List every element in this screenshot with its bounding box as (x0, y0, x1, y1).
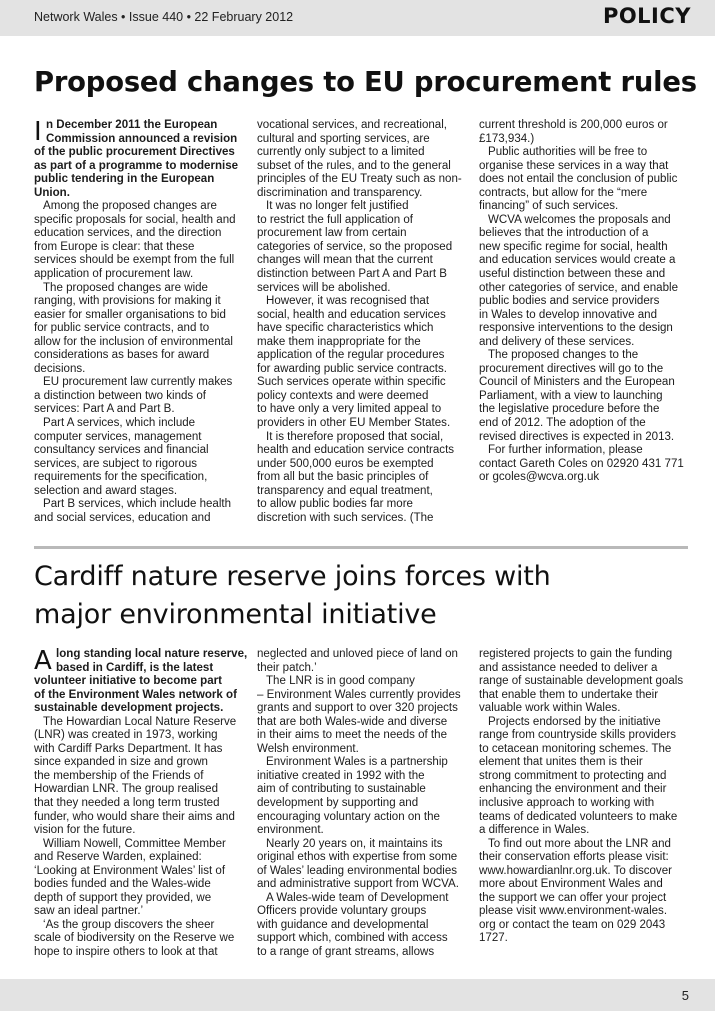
text-line: hope to inspire others to look at that (34, 946, 218, 959)
text-line: original ethos with expertise from some (257, 851, 458, 864)
page-number: 5 (681, 988, 689, 1003)
text-line: consultancy services and financial (34, 444, 209, 457)
text-line: contact Gareth Coles on 02920 431 771 (479, 457, 684, 470)
text-line: long standing local nature reserve, (56, 648, 248, 660)
text-line: public tendering in the European (34, 173, 215, 186)
text-line: selection and award stages. (34, 484, 178, 497)
text-line: ranging, with provisions for making it (34, 295, 221, 308)
text-line: the legislative procedure before the (479, 403, 660, 416)
text-line: and education services would create a (479, 254, 676, 267)
article-headline: Proposed changes to EU procurement rules (34, 67, 697, 98)
text-line: that enable them to undertake their (479, 688, 659, 701)
text-line: since expanded in size and grown (34, 756, 208, 769)
text-line: To find out more about the LNR and (488, 837, 671, 850)
article-column-1 (34, 119, 246, 525)
text-line: under 500,000 euros be exempted (257, 457, 434, 470)
text-line: Nearly 20 years on, it maintains its (266, 837, 443, 850)
text-line: services should be exempt from the full (34, 254, 235, 267)
text-line: Public authorities will be free to (488, 146, 648, 159)
text-line: currently only subject to a limited (257, 146, 425, 159)
headline-line: major environmental initiative (34, 599, 437, 630)
text-line: Howardian LNR. The group realised (34, 783, 218, 796)
text-line: discretion with such services. (The (257, 511, 434, 524)
text-line: and Reserve Warden, explained: (34, 851, 202, 864)
text-line: services, are subject to rigorous (34, 457, 198, 470)
text-line: based in Cardiff, is the latest (56, 661, 214, 674)
text-line: support which, combined with access (257, 932, 448, 945)
text-line: financing” of such services. (479, 200, 619, 213)
text-line: development by supporting and (257, 797, 419, 810)
text-line: easier for smaller organisations to bid (34, 308, 226, 321)
text-line: A Wales-wide team of Development (266, 891, 449, 904)
text-line: services: Part A and Part B. (34, 403, 175, 416)
text-line: ‘As the group discovers the sheer (43, 918, 215, 931)
text-line: range from countryside skills providers (479, 729, 677, 742)
article-column-2 (257, 648, 471, 960)
text-line: Officers provide voluntary groups (257, 905, 427, 918)
text-line: element that unites them is their (479, 756, 643, 769)
article-column-2 (257, 119, 469, 525)
text-line: application of procurement law. (34, 268, 194, 281)
text-line: bodies funded and the Wales-wide (34, 878, 211, 891)
text-line: their patch.’ (257, 661, 317, 674)
text-line: subset of the rules, and to the general (257, 159, 451, 172)
text-line: discrimination and transparency. (257, 186, 423, 199)
text-line: and delivery of these services. (479, 335, 635, 348)
text-line: the support we can offer your project (479, 891, 667, 904)
text-line: vocational services, and recreational, (257, 119, 447, 131)
text-line: to have only a very limited appeal to (257, 403, 442, 416)
text-line: have specific characteristics which (257, 322, 434, 335)
text-line: Union. (34, 186, 70, 199)
text-line: decisions. (34, 362, 86, 375)
text-line: current threshold is 200,000 euros or (479, 119, 668, 131)
text-line: (LNR) was created in 1973, working (34, 729, 218, 742)
text-line: please visit www.environment-wales. (479, 905, 668, 918)
text-line: does not entail the conclusion of public (479, 173, 678, 186)
text-line: strong commitment to protecting and (479, 769, 667, 782)
text-line: sustainable development projects. (34, 702, 224, 715)
text-line: procurement directives will go to the (479, 362, 664, 375)
text-line: The proposed changes are wide (43, 281, 208, 294)
text-line: the membership of the Friends of (34, 769, 204, 782)
text-line: services will be abolished. (257, 281, 391, 294)
text-line: vision for the future. (34, 824, 136, 837)
text-line: Environment Wales is a partnership (266, 756, 448, 769)
drop-cap: I (34, 117, 42, 147)
text-line: – Environment Wales currently provides (257, 688, 461, 701)
text-line: range of sustainable development goals (479, 675, 684, 688)
text-line: valuable work within Wales. (479, 702, 621, 715)
text-line: Such services operate within specific (257, 376, 446, 389)
text-line: in Wales to develop innovative and (479, 308, 658, 321)
text-line: allow for the inclusion of environmental (34, 335, 233, 348)
text-line: and administrative support from WCVA. (257, 878, 459, 891)
text-line: requirements for the specification, (34, 471, 208, 484)
text-line: specific proposals for social, health and (34, 213, 236, 226)
text-line: that they needed a long term trusted (34, 797, 220, 810)
text-line: Projects endorsed by the initiative (488, 715, 661, 728)
text-line: their conservation efforts please visit: (479, 851, 669, 864)
text-line: from all but the basic principles of (257, 471, 429, 484)
article-headline (34, 558, 694, 634)
text-line: initiative created in 1992 with the (257, 769, 425, 782)
text-line: Commission announced a revision (46, 132, 238, 145)
text-line: and social services, education and (34, 511, 211, 524)
text-line: for public service contracts, and to (34, 322, 210, 335)
text-line: n December 2011 the European (46, 119, 218, 131)
text-line: end of 2012. The adoption of the (479, 417, 646, 430)
text-line: useful distinction between these and (479, 268, 666, 281)
text-line: a distinction between two kinds of (34, 389, 207, 402)
text-line: neglected and unloved piece of land on (257, 648, 458, 660)
text-line: believes that the introduction of a (479, 227, 649, 240)
text-line: saw an ideal partner.’ (34, 905, 144, 918)
text-line: to allow public bodies far more (257, 498, 413, 511)
text-line: from Europe is clear: that these (34, 240, 195, 253)
text-line: that are both Wales-wide and diverse (257, 715, 448, 728)
text-line: registered projects to gain the funding (479, 648, 673, 660)
text-line: of Wales’ leading environmental bodies (257, 864, 458, 877)
text-line: volunteer initiative to become part (34, 675, 222, 688)
text-line: of the Environment Wales network of (34, 688, 237, 701)
text-line: funder, who would share their aims and (34, 810, 235, 823)
text-line: considerations as bases for award (34, 349, 210, 362)
text-line: teams of dedicated volunteers to make (479, 810, 678, 823)
text-line: to restrict the full application of (257, 213, 413, 226)
text-line: The LNR is in good company (266, 675, 415, 688)
text-line: a difference in Wales. (479, 824, 590, 837)
lead-paragraph (34, 648, 248, 675)
article-column-1 (34, 648, 248, 960)
text-line: with Cardiff Parks Department. It has (34, 742, 223, 755)
text-line: aim of contributing to sustainable (257, 783, 426, 796)
text-line: categories of service, so the proposed (257, 240, 453, 253)
text-line: more about Environment Wales and (479, 878, 663, 891)
text-line: education services, and the direction (34, 227, 222, 240)
text-line: public bodies and service providers (479, 295, 660, 308)
article-column-3 (479, 648, 693, 946)
text-line: www.howardianlnr.org.uk. To discover (479, 864, 672, 877)
text-line: The Howardian Local Nature Reserve (43, 715, 237, 728)
drop-cap: A (34, 646, 52, 676)
text-line: distinction between Part A and Part B (257, 268, 447, 281)
text-line: health and education service contracts (257, 444, 455, 457)
text-line: Council of Ministers and the European (479, 376, 675, 389)
text-line: organise these services in a way that (479, 159, 669, 172)
text-line: environment. (257, 824, 324, 837)
text-line: or gcoles@wcva.org.uk (479, 471, 600, 484)
text-line: enhancing the environment and their (479, 783, 667, 796)
text-line: It was no longer felt justified (266, 200, 409, 213)
text-line: as part of a programme to modernise (34, 159, 239, 172)
text-line: It is therefore proposed that social, (266, 430, 444, 443)
text-line: cultural and sporting services, are (257, 132, 430, 145)
text-line: Parliament, with a view to launching (479, 389, 663, 402)
text-line: WCVA welcomes the proposals and (488, 213, 671, 226)
text-line: inclusive approach to working with (479, 797, 655, 810)
text-line: Part A services, which include (43, 417, 196, 430)
text-line: responsive interventions to the design (479, 322, 673, 335)
text-line: to cetacean monitoring schemes. The (479, 742, 672, 755)
text-line: social, health and education services (257, 308, 446, 321)
text-line: org or contact the team on 029 2043 (479, 918, 666, 931)
text-line: The proposed changes to the (488, 349, 639, 362)
text-line: procurement law from certain (257, 227, 407, 240)
text-line: computer services, management (34, 430, 202, 443)
text-line: make them inappropriate for the (257, 335, 421, 348)
text-line: £173,934.) (479, 132, 535, 145)
text-line: policy contexts and were deemed (257, 389, 429, 402)
text-line: with guidance and developmental (257, 918, 429, 931)
text-line: revised directives is expected in 2013. (479, 430, 675, 443)
text-line: contracts, but allow for the “mere (479, 186, 648, 199)
text-line: of the public procurement Directives (34, 146, 235, 159)
text-line: to a range of grant streams, allows (257, 946, 435, 959)
issue-info: Network Wales • Issue 440 • 22 February 2012 (34, 10, 294, 24)
text-line: encouraging voluntary action on the (257, 810, 440, 823)
text-line: However, it was recognised that (266, 295, 430, 308)
text-line: Welsh environment. (257, 742, 359, 755)
article-column-3 (479, 119, 691, 485)
text-line: depth of support they provided, we (34, 891, 212, 904)
text-line: Part B services, which include health (43, 498, 232, 511)
text-line: William Nowell, Committee Member (43, 837, 226, 850)
text-line: EU procurement law currently makes (43, 376, 233, 389)
text-line: Among the proposed changes are (43, 200, 217, 213)
text-line: in their aims to meet the needs of the (257, 729, 447, 742)
text-line: and assistance needed to deliver a (479, 661, 658, 674)
text-line: application of the regular procedures (257, 349, 445, 362)
text-line: for awarding public service contracts. (257, 362, 447, 375)
section-divider (34, 546, 688, 549)
lead-paragraph (34, 119, 246, 146)
text-line: grants and support to over 320 projects (257, 702, 458, 715)
headline-line: Cardiff nature reserve joins forces with (34, 561, 551, 592)
text-line: providers in other EU Member States. (257, 417, 451, 430)
text-line: scale of biodiversity on the Reserve we (34, 932, 235, 945)
text-line: principles of the EU Treaty such as non- (257, 173, 462, 186)
text-line: changes will mean that the current (257, 254, 433, 267)
footer-bar (0, 979, 715, 1011)
text-line: other categories of service, and enable (479, 281, 678, 294)
text-line: new specific regime for social, health (479, 240, 668, 253)
text-line: 1727. (479, 932, 508, 945)
text-line: transparency and equal treatment, (257, 484, 433, 497)
text-line: For further information, please (488, 444, 643, 457)
text-line: ‘Looking at Environment Wales’ list of (34, 864, 226, 877)
section-title: POLICY (602, 4, 691, 28)
